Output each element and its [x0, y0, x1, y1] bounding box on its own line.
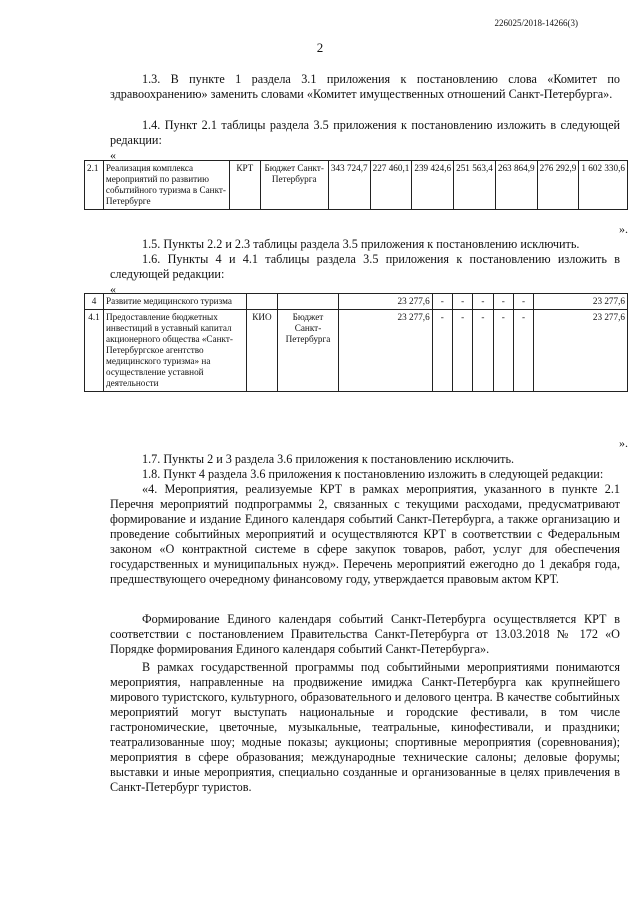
item-1-3: 1.3. В пункте 1 раздела 3.1 приложения к постановлению слова «Комитет по здравоохранению» заменить словами «Комитет имущественных отношений Санкт-Петербурга». — [110, 72, 620, 101]
paragraph-4: «4. Мероприятия, реализуемые КРТ в рамках мероприятия, указанного в пункте 2.1 Перечня мероприятий подпрограммы 2, связанных с текущими расходами, предусматривают формирование и издание Единого календаря событий Санкт-Петербурга, а также организацию и проведение событийных мероприятий и осуществляются КРТ в соответствии с Федеральным законом «О контрактной системе в сфере закупок товаров, работ, услуг для обеспечения государственных и муниципальных нужд». Перечень мероприятий ежегодно до 1 декабря года, предшествующего очередному финансовому году, утверждается правовым актом КРТ. — [110, 482, 620, 586]
value-cell: - — [493, 294, 513, 310]
paragraph-events: В рамках государственной программы под событийными мероприятиями понимаются мероприятия, направленные на продвижение имиджа Санкт-Петербурга как крупнейшего мирового туристского, культурного, образовательного и делового центра. В качестве событийных мероприятий могут выступать национальные и городские фестивали, в том числе гастрономические, цветочные, музыкальные, театральные, кинофестивали, и праздники; театрализованные шоу; модные показы; аукционы; спортивные мероприятия (соревнования); мероприятия в сфере образования; международные технические салоны; деловые форумы; выставки и иные мероприятия, специально созданные и организованные в целях привлечения в Санкт-Петербург туристов. — [110, 660, 620, 794]
value-cell: - — [513, 294, 533, 310]
item-1-7: 1.7. Пункты 2 и 3 раздела 3.6 приложения к постановлению исключить. — [142, 452, 515, 466]
value-cell: - — [493, 310, 513, 392]
row-number: 4.1 — [85, 310, 104, 392]
value-cell: 227 460,1 — [370, 161, 412, 210]
row-source — [278, 294, 339, 310]
value-cell: 276 292,9 — [537, 161, 579, 210]
page-number: 2 — [316, 40, 324, 55]
table-row — [85, 161, 628, 210]
row-name: Развитие медицинского туризма — [104, 294, 247, 310]
row-name: Реализация комплекса мероприятий по развитию событийного туризма в Санкт-Петербурге — [103, 161, 229, 210]
value-cell: - — [432, 294, 452, 310]
item-1-6: 1.6. Пункты 4 и 4.1 таблицы раздела 3.5 приложения к постановлению изложить в следующей редакции: — [110, 252, 620, 281]
item-1-4: 1.4. Пункт 2.1 таблицы раздела 3.5 приложения к постановлению изложить в следующей редакции: — [110, 118, 620, 147]
value-cell: - — [473, 294, 493, 310]
value-cell: 23 277,6 — [534, 310, 628, 392]
document-number: 226025/2018-14266(3) — [494, 18, 578, 28]
row-name: Предоставление бюджетных инвестиций в уставный капитал акционерного общества «Санкт-Петербургское агентство медицинского туризма» на осуществление уставной деятельности — [104, 310, 247, 392]
value-cell: - — [452, 310, 472, 392]
value-cell: 23 277,6 — [534, 294, 628, 310]
value-cell: - — [473, 310, 493, 392]
value-cell: - — [432, 310, 452, 392]
item-1-5: 1.5. Пункты 2.2 и 2.3 таблицы раздела 3.5 приложения к постановлению исключить. — [142, 237, 580, 251]
value-cell: 1 602 330,6 — [579, 161, 628, 210]
table-row — [85, 294, 628, 310]
value-cell: - — [513, 310, 533, 392]
value-cell: 263 864,9 — [495, 161, 537, 210]
table-row — [85, 310, 628, 392]
item-1-8: 1.8. Пункт 4 раздела 3.6 приложения к постановлению изложить в следующей редакции: — [142, 467, 604, 481]
value-cell: 251 563,4 — [454, 161, 496, 210]
value-cell: 23 277,6 — [339, 294, 433, 310]
quote-close-1: ». — [619, 222, 628, 236]
quote-open-2: « — [110, 282, 116, 296]
row-executor — [247, 294, 278, 310]
row-number: 2.1 — [85, 161, 104, 210]
row-source: Бюджет Санкт-Петербурга — [260, 161, 328, 210]
row-number: 4 — [85, 294, 104, 310]
paragraph-calendar: Формирование Единого календаря событий Санкт-Петербурга осуществляется КРТ в соответствии с постановлением Правительства Санкт-Петербурга от 13.03.2018 № 172 «О Порядке формирования Единого календаря событий Санкт-Петербурга». — [110, 612, 620, 656]
value-cell: 343 724,7 — [328, 161, 370, 210]
table-2-1 — [84, 160, 628, 210]
value-cell: 23 277,6 — [339, 310, 433, 392]
quote-close-2: ». — [619, 436, 628, 450]
value-cell: 239 424,6 — [412, 161, 454, 210]
row-source: Бюджет Санкт-Петербурга — [278, 310, 339, 392]
row-executor: КИО — [247, 310, 278, 392]
row-executor: КРТ — [229, 161, 260, 210]
quote-open-1: « — [110, 148, 116, 162]
value-cell: - — [452, 294, 472, 310]
table-4 — [84, 293, 628, 392]
